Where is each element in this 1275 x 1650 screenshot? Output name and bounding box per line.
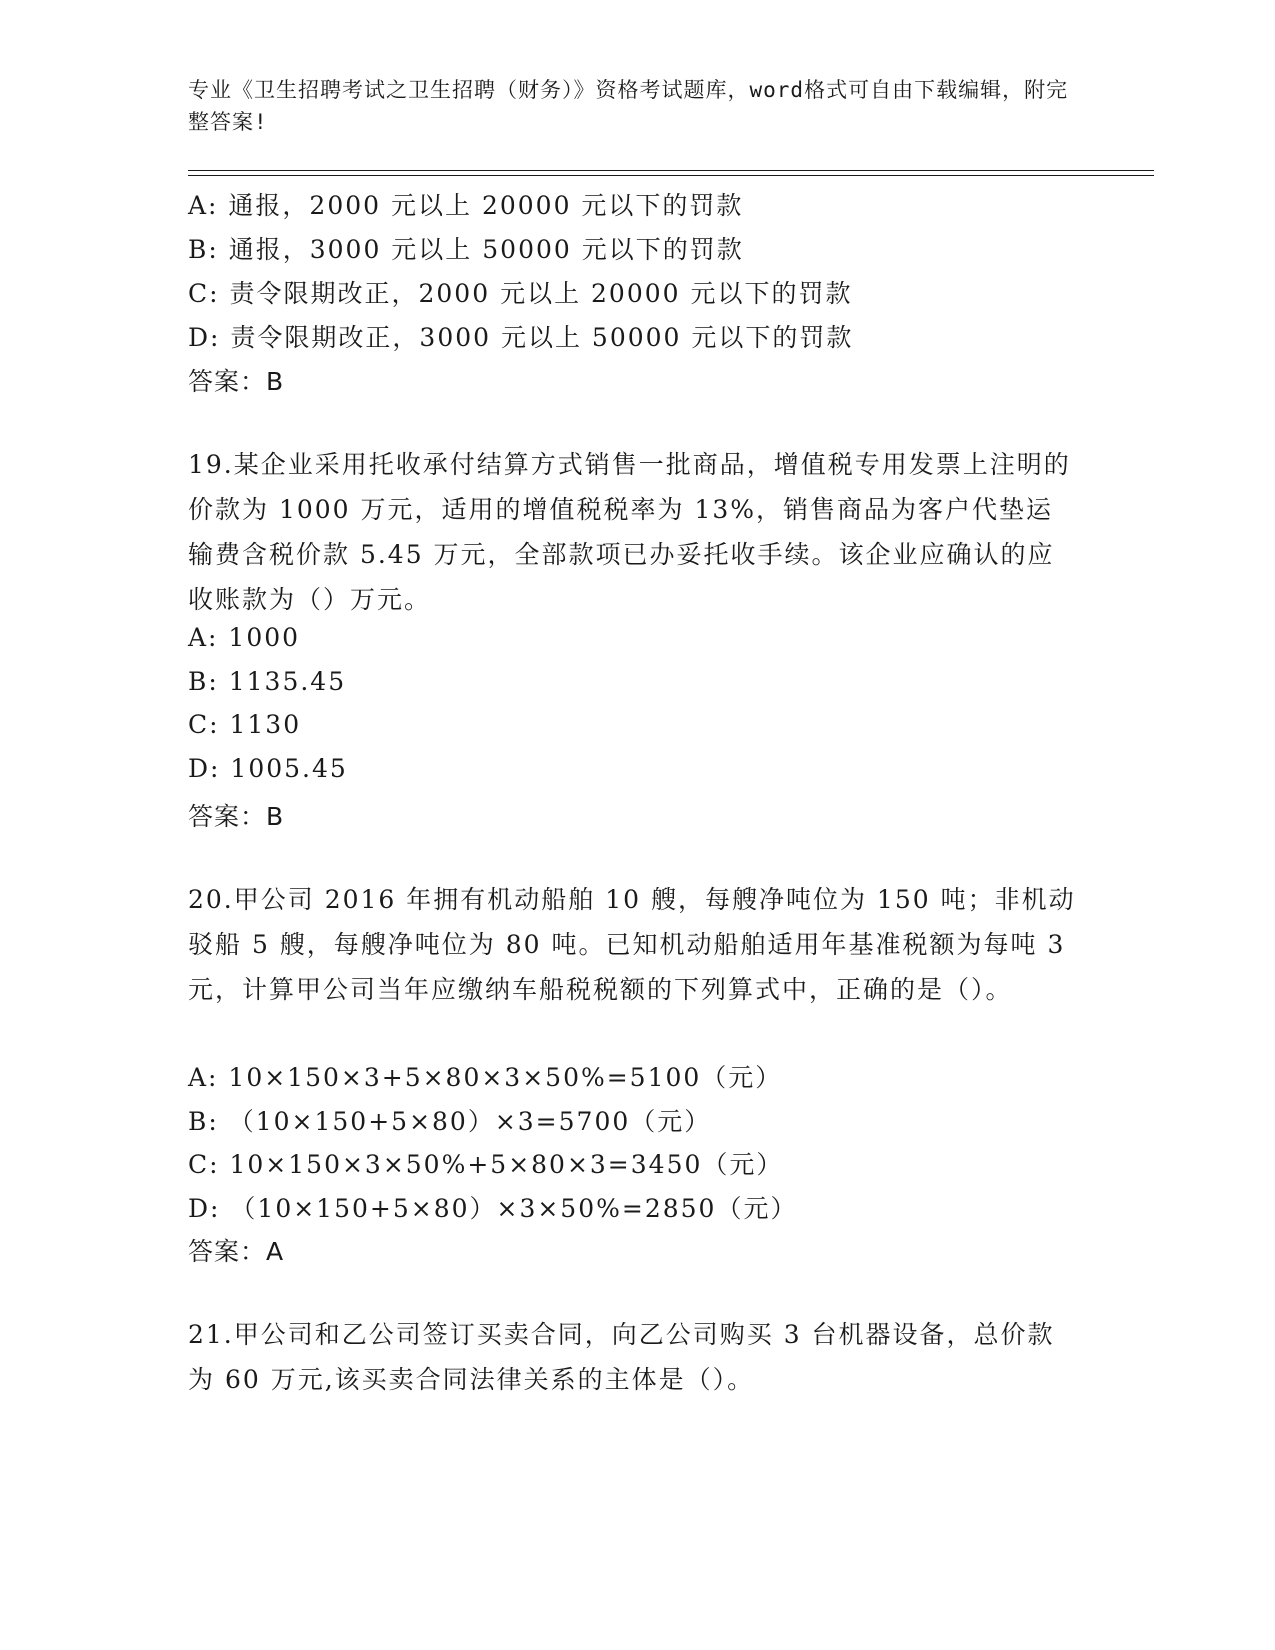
q18-option-a: A: 通报，2000 元以上 20000 元以下的罚款 [188,191,744,220]
q18-option-d: D: 责令限期改正，3000 元以上 50000 元以下的罚款 [188,323,854,352]
q20-option-b: B: （10×150+5×80）×3=5700（元） [188,1107,712,1136]
q19-option-a: A: 1000 [188,623,301,652]
q21-stem: 21.甲公司和乙公司签订买卖合同，向乙公司购买 3 台机器设备，总价款为 60 万元,该买卖合同法律关系的主体是（）。 [188,1320,1055,1394]
q19-option-d: D: 1005.45 [188,754,348,783]
header-divider-bottom [188,175,1154,176]
q19-stem: 19.某企业采用托收承付结算方式销售一批商品，增值税专用发票上注明的价款为 1000 万元，适用的增值税税率为 13%，销售商品为客户代垫运输费含税价款 5.45 万元，全部款项已办妥托收手续。该企业应确认的应收账款为（）万元。 [188,450,1071,614]
q19-option-c: C: 1130 [188,710,302,739]
q20-option-c: C: 10×150×3×50%+5×80×3=3450（元） [188,1150,784,1179]
q19-answer: 答案：B [188,802,285,831]
q20-option-a: A: 10×150×3+5×80×3×50%=5100（元） [188,1063,783,1092]
q18-option-c: C: 责令限期改正，2000 元以上 20000 元以下的罚款 [188,279,853,308]
q20-answer: 答案：A [188,1237,285,1266]
q20-stem: 20.甲公司 2016 年拥有机动船舶 10 艘，每艘净吨位为 150 吨；非机动驳船 5 艘，每艘净吨位为 80 吨。已知机动船舶适用年基准税额为每吨 3 元，计算甲公司当年应缴纳车船税税额的下列算式中，正确的是（）。 [188,885,1076,1004]
q18-option-b: B: 通报，3000 元以上 50000 元以下的罚款 [188,235,744,264]
header-divider-top [188,170,1154,171]
q18-answer: 答案：B [188,367,285,396]
q20-option-d: D: （10×150+5×80）×3×50%=2850（元） [188,1194,798,1223]
document-header: 专业《卫生招聘考试之卫生招聘（财务）》资格考试题库，word格式可自由下载编辑，附完整答案! [188,78,1069,134]
q19-option-b: B: 1135.45 [188,667,347,696]
